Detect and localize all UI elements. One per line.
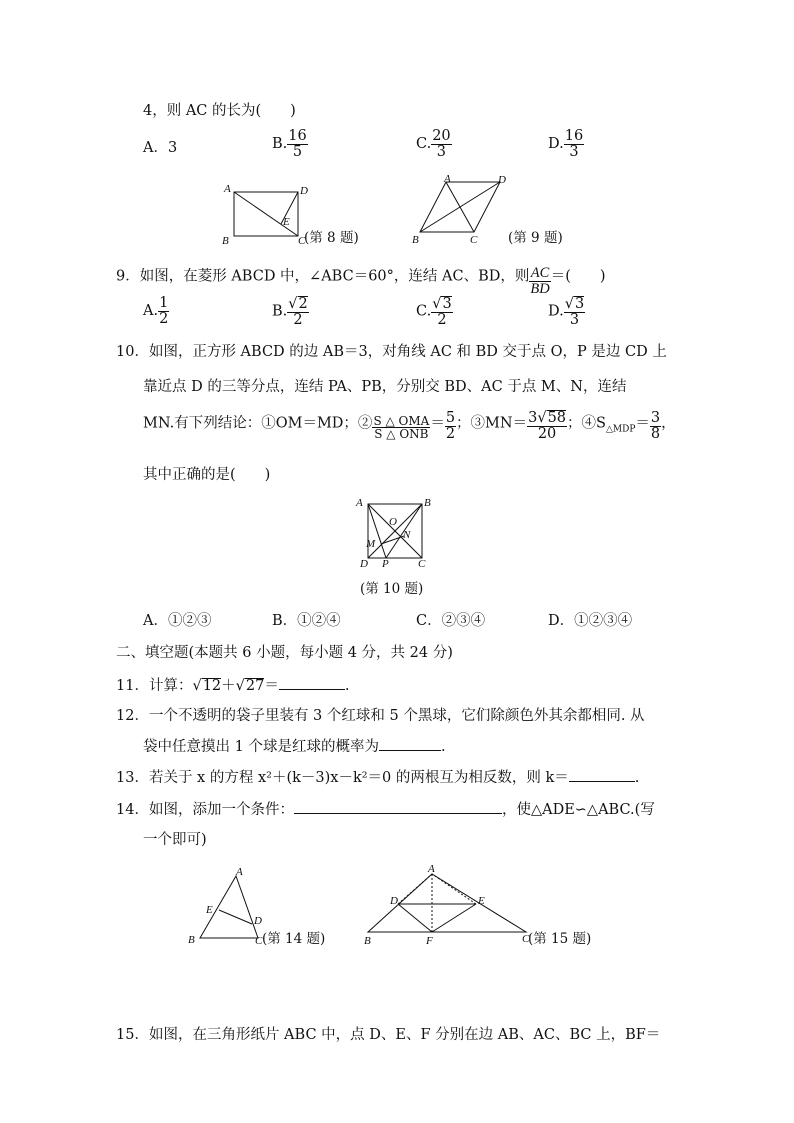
- figure-q9-rhombus: [410, 170, 510, 246]
- figure-caption-q15: (第 15 题): [528, 931, 592, 947]
- label-a: A: [356, 497, 363, 509]
- label-d: D: [254, 915, 262, 927]
- label-c: C: [522, 933, 530, 945]
- figure-q14-triangle: [186, 864, 266, 946]
- answer-blank[interactable]: [569, 781, 635, 782]
- label-m: M: [366, 538, 376, 550]
- label-o: O: [389, 516, 397, 528]
- figure-caption-q9: (第 9 题): [508, 230, 563, 246]
- label-b: B: [188, 934, 195, 946]
- figure-caption-q10: (第 10 题): [360, 581, 424, 597]
- q12-line1: 12．一个不透明的袋子里装有 3 个红球和 5 个黑球，它们除颜色外其余都相同. 从: [116, 708, 645, 724]
- q10-line2: 靠近点 D 的三等分点，连结 PA、PB，分别交 BD、AC 于点 M、N，连结: [143, 379, 627, 395]
- q14-line1: 14．如图，添加一个条件： ，使△ADE∽△ABC.(写: [116, 802, 655, 818]
- label-c: C: [255, 935, 263, 947]
- q10-line1: 10．如图，正方形 ABCD 的边 AB＝3，对角线 AC 和 BD 交于点 O，P 是边 CD 上: [116, 344, 667, 360]
- label-d: D: [498, 174, 506, 186]
- label-e: E: [283, 216, 290, 228]
- q9-option-d[interactable]: D. $\frac{√3}{3}$: [548, 296, 585, 328]
- q8-option-c[interactable]: C. $\frac{20}{3}$: [416, 128, 451, 160]
- label-c: C: [470, 234, 478, 246]
- q10-option-c[interactable]: C．②③④: [416, 613, 486, 629]
- q10-option-d[interactable]: D．①②③④: [548, 613, 633, 629]
- fraction-ac-bd: $\frac{AC}{BD}$: [530, 265, 550, 297]
- label-a: A: [428, 863, 435, 875]
- answer-blank[interactable]: [294, 813, 502, 814]
- q9-option-a[interactable]: A. $\frac{1}{2}$: [143, 295, 169, 327]
- label-a: A: [444, 173, 451, 185]
- section-heading: 二、填空题(本题共 6 小题，每小题 4 分，共 24 分): [116, 645, 453, 661]
- q8-option-b[interactable]: B. $\frac{16}{5}$: [272, 128, 307, 160]
- q10-line3: MN.有下列结论：①OM＝MD；② $\frac{\text{S △ OMA}}{\text{S △ ONB}}$ ＝ $\frac{5}{2}$ ；③MN＝ $\frac{3√58}{20}$ ；$④S_{\triangle MDP}=$ $\frac{3}{8}$ ，: [143, 410, 676, 442]
- q9-stem: 9．如图，在菱形 ABCD 中，∠ABC＝60°，连结 AC、BD，则 $\frac{AC}{BD}$ ＝( ): [116, 265, 606, 297]
- label-e: E: [206, 904, 213, 916]
- label-d: D: [390, 895, 398, 907]
- label-a: A: [236, 866, 243, 878]
- figure-q10-square: [354, 494, 434, 568]
- answer-blank[interactable]: [379, 750, 441, 751]
- label-b: B: [424, 497, 431, 509]
- label-p: P: [382, 558, 389, 570]
- label-f: F: [426, 935, 433, 947]
- label-b: B: [412, 234, 419, 246]
- label-d: D: [300, 185, 308, 197]
- figure-caption-q14: (第 14 题): [262, 931, 326, 947]
- label-e: E: [478, 895, 485, 907]
- q10-line4: 其中正确的是( ): [143, 467, 271, 483]
- label-a: A: [224, 183, 231, 195]
- label-c: C: [298, 235, 306, 247]
- fraction-area-ratio: $\frac{\text{S △ OMA}}{\text{S △ ONB}}$: [373, 413, 430, 441]
- figure-caption-q8: (第 8 题): [304, 230, 359, 246]
- q8-stem-tail: 4，则 AC 的长为( ): [143, 103, 296, 119]
- fraction: $\frac{16}{5}$: [288, 128, 307, 160]
- label-d: D: [360, 558, 368, 570]
- q12-line2: 袋中任意摸出 1 个球是红球的概率为 .: [143, 739, 446, 755]
- label-c: C: [418, 558, 426, 570]
- q14-line2: 一个即可): [143, 832, 207, 848]
- label-b: B: [222, 235, 229, 247]
- q10-option-a[interactable]: A．①②③: [143, 613, 212, 629]
- figure-q15-triangle: [362, 862, 534, 947]
- q8-option-a[interactable]: A．3: [143, 140, 178, 156]
- answer-blank[interactable]: [279, 689, 345, 690]
- label-b: B: [364, 935, 371, 947]
- fraction: $\frac{20}{3}$: [432, 128, 451, 160]
- q13: 13．若关于 x 的方程 x²＋(k－3)x－k²＝0 的两根互为相反数，则 k＝ .: [116, 770, 640, 786]
- q9-option-b[interactable]: B. $\frac{√2}{2}$: [272, 296, 308, 328]
- q15-line1: 15．如图，在三角形纸片 ABC 中，点 D、E、F 分别在边 AB、AC、BC 上，BF＝: [116, 1027, 661, 1043]
- figure-q8-rectangle: [222, 183, 308, 247]
- label-n: N: [403, 529, 411, 541]
- fraction: $\frac{16}{3}$: [564, 128, 584, 160]
- q11: 11．计算：√12＋√27＝ .: [116, 678, 350, 694]
- q8-option-d[interactable]: D. $\frac{16}{3}$: [548, 128, 584, 160]
- q9-option-c[interactable]: C. $\frac{√3}{2}$: [416, 296, 452, 328]
- q10-option-b[interactable]: B．①②④: [272, 613, 341, 629]
